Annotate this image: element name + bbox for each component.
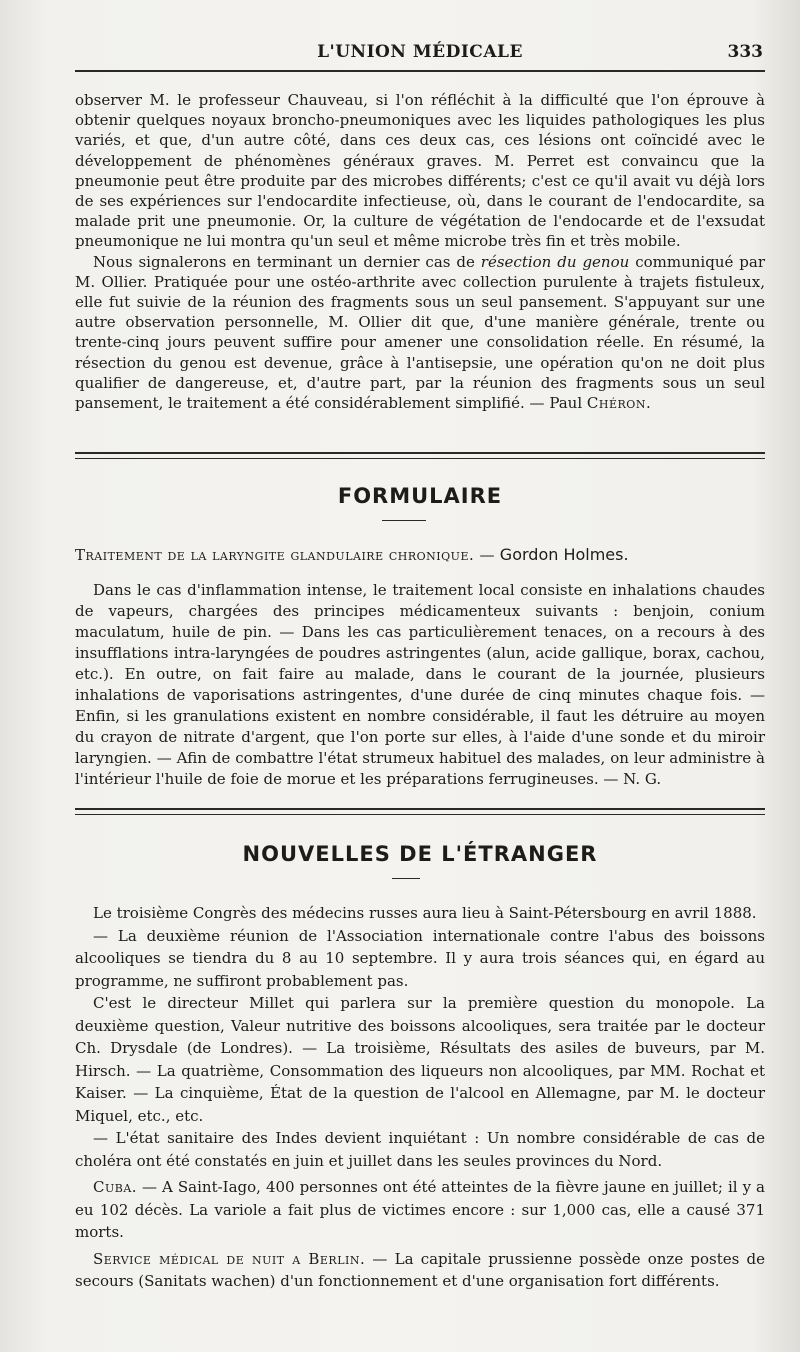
formulaire-subhead	[75, 545, 765, 564]
formulaire-body: Dans le cas d'inflammation intense, le traitement local consiste en inhalations chaudes de vapeurs, chargées des principes médicamenteux suivants : benjoin, conium maculatum, huile de pin. — Dans les cas particulièrement tenaces, on a recours à des insufflations intra-laryngées de poudres astringentes (alun, acide gallique, borax, cachou, etc.). En outre, on fait faire au malade, dans le courant de la journée, plusieurs inhalations de vaporisations astringentes, d'une durée de cinq minutes chaque fois. — Enfin, si les granulations existent en nombre considérable, il faut les détruire au moyen du crayon de nitrate d'argent, que l'on porte sur elles, à l'aide d'une sonde et du miroir laryngien. — Afin de combattre l'état strumeux habituel des malades, on leur administre à l'intérieur l'huile de foie de morue et les préparations ferrugineuses. — N. G.	[75, 581, 765, 788]
running-header	[75, 38, 765, 72]
news-indes: — L'état sanitaire des Indes devient inquiétant : Un nombre considérable de cas de choléra ont été constatés en juin et juillet dans les seules provinces du Nord.	[75, 1129, 765, 1170]
formulaire-title: FORMULAIRE	[337, 484, 503, 508]
nouvelles-title: NOUVELLES DE L'ÉTRANGER	[242, 842, 598, 866]
section-divider	[75, 808, 765, 815]
section-divider	[75, 452, 765, 459]
news-cuba: Cuba. — A Saint-Iago, 400 personnes ont été atteintes de la fièvre jaune en juillet; il y a eu 102 décès. La variole a fait plus de victimes encore : sur 1,000 cas, elle a causé 371 morts.	[75, 1178, 765, 1241]
journal-title: L'UNION MÉDICALE	[317, 42, 523, 62]
paragraph-perret: observer M. le professeur Chauveau, si l'on réfléchit à la difficulté que l'on éprouve à obtenir quelques noyaux broncho-pneumoniques avec les liquides pathologiques les plus variés, et que, d'un autre côté, dans ces deux cas, ces lésions ont coïncidé avec le développement de phénomènes généraux graves. M. Perret est convaincu que la pneumonie peut être produite par des microbes différents; c'est ce qu'il avait vu déjà lors de ses expériences sur l'endocardite infectieuse, où, dans le courant de l'endocardite, sa malade prit une pneumonie. Or, la culture de végétation de l'endocarde et de l'exsudat pneumonique ne lui montra qu'un seul et même microbe très fin et très mobile.	[75, 91, 765, 251]
news-programme: C'est le directeur Millet qui parlera sur la première question du monopole. La deuxième question, Valeur nutritive des boissons alcooliques, sera traitée par le docteur Ch. Drysdale (de Londres). — La troisième, Résultats des asiles de buveurs, par M. Hirsch. — La quatrième, Consommation des liqueurs non alcooliques, par MM. Rochat et Kaiser. — La cinquième, État de la question de l'alcool en Allemagne, par M. le docteur Miquel, etc., etc.	[75, 994, 765, 1125]
remedy-author: Gordon Holmes.	[499, 545, 629, 564]
news-congres: Le troisième Congrès des médecins russes aura lieu à Saint-Pétersbourg en avril 1888.	[93, 904, 757, 922]
news-berlin: Service médical de nuit a Berlin. — La capitale prussienne possède onze postes de secours (Sanitats wachen) d'un fonctionnement et d'une organisation fort différents.	[75, 1249, 765, 1290]
title-underline	[392, 878, 420, 879]
page-number: 333	[727, 42, 763, 62]
title-underline	[382, 520, 426, 521]
paragraph-ollier: Nous signalerons en terminant un dernier cas de résection du genou communiqué par M. Ollier. Pratiquée pour une ostéo-arthrite avec collection purulente à trajets fistuleux, elle fut suivie de la réunion des fragments sous un seul pansement. S'appuyant sur une autre observation personnelle, M. Ollier dit que, d'une manière générale, trente ou trente-cinq jours peuvent suffire pour amener une consolidation réelle. En résumé, la résection du genou est devenue, grâce à l'antisepsie, une opération qu'on ne doit plus qualifier de dangereuse, et, d'autre part, par la réunion des fragments sous un seul pansement, le traitement a été considérablement simplifié. — Paul Chéron.	[75, 252, 766, 413]
author-signature: Chéron	[586, 394, 646, 413]
news-alcool: — La deuxième réunion de l'Association internationale contre l'abus des boissons alcooliques se tiendra du 8 au 10 septembre. Il y aura trois séances qui, en égard au programme, ne suffiront probablement pas.	[75, 926, 765, 990]
resection-term: résection du genou	[480, 252, 630, 271]
nouvelles-body	[75, 902, 765, 1293]
article-continuation	[75, 90, 765, 413]
remedy-title: Traitement de la laryngite glandulaire chronique. —	[75, 546, 496, 564]
